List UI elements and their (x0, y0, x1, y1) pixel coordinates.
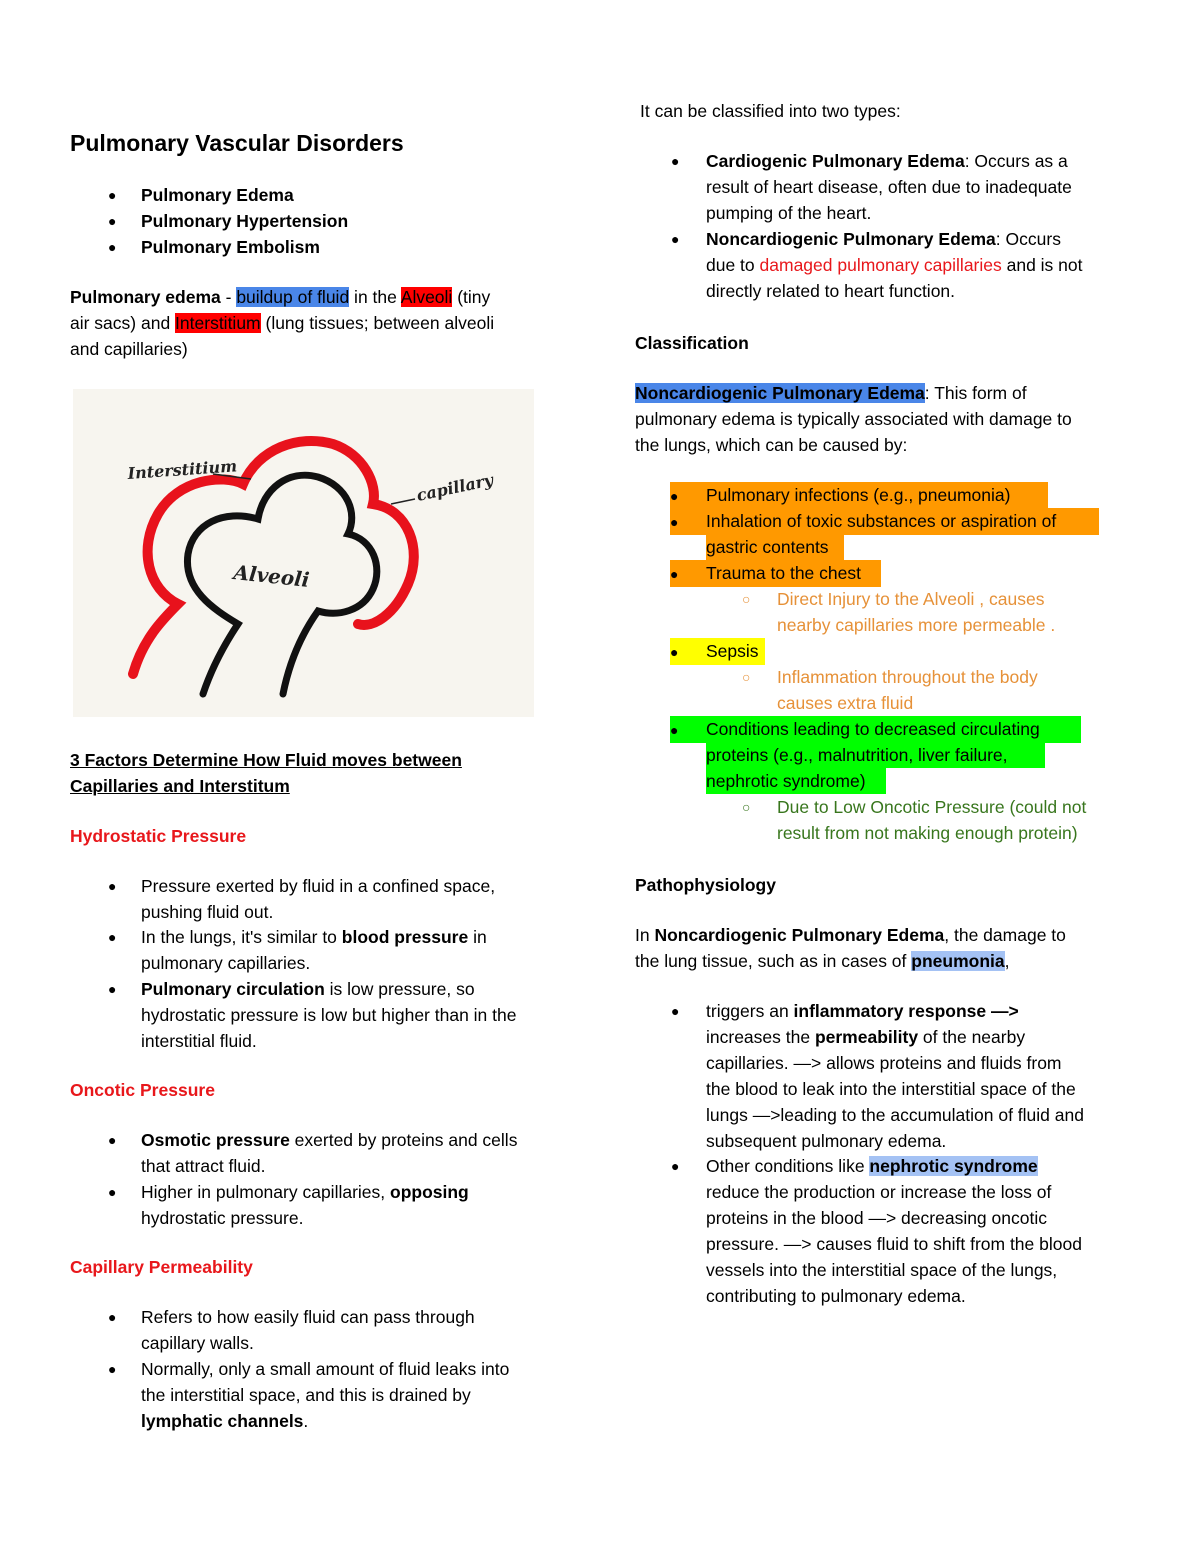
hydrostatic-heading: Hydrostatic Pressure (70, 826, 247, 846)
text: , (1004, 951, 1010, 971)
bullet-icon: ● (670, 488, 679, 504)
classification-heading: Classification (635, 333, 749, 353)
disorder-item: Pulmonary Hypertension (141, 211, 349, 231)
text: Pulmonary infections (e.g., pneumonia) (706, 485, 1011, 505)
text-line (141, 1179, 469, 1205)
diagram-label-alveoli: Alveoli (232, 560, 311, 592)
bullet-icon: ● (671, 153, 680, 169)
bold-term: blood pressure (341, 927, 469, 947)
text: Higher in pulmonary capillaries, (141, 1182, 390, 1202)
text-line: pulmonary edema is typically associated with damage to (635, 409, 1072, 429)
text: : Occurs (995, 229, 1061, 249)
text-line: Due to Low Oncotic Pressure (could not (777, 797, 1087, 817)
text-line: directly related to heart function. (706, 281, 956, 301)
text: and is not (1001, 255, 1083, 275)
text-line (141, 1127, 517, 1153)
highlight-buildup: buildup of fluid (236, 287, 350, 307)
text-line: capillary walls. (141, 1333, 254, 1353)
text-line (706, 1153, 1038, 1179)
bullet-icon: ● (108, 1309, 117, 1325)
text-line: proteins in the blood —> decreasing oncotic (706, 1208, 1047, 1228)
bold-term: permeability (814, 1027, 919, 1047)
diagram-label-capillary: capillary (414, 470, 495, 505)
text-line: the lungs, which can be caused by: (635, 435, 908, 455)
definition-line-2 (70, 310, 494, 336)
text-line: pulmonary capillaries. (141, 953, 311, 973)
text-line (706, 252, 1083, 278)
text-line: result of heart disease, often due to inadequate (706, 177, 1072, 197)
text-line: interstitial fluid. (141, 1031, 257, 1051)
text: Trauma to the chest (706, 563, 861, 583)
text: in (468, 927, 487, 947)
text-line: the blood to leak into the interstitial space of the (706, 1079, 1076, 1099)
hollow-bullet-icon: ○ (742, 799, 751, 815)
cause-item (670, 638, 765, 665)
text: In (635, 925, 655, 945)
bold-term: Cardiogenic Pulmonary Edema (706, 151, 965, 171)
bullet-icon: ● (108, 929, 117, 945)
text-line: Pressure exerted by fluid in a confined space, (141, 876, 496, 896)
text-line: pumping of the heart. (706, 203, 872, 223)
permeability-heading: Capillary Permeability (70, 1257, 253, 1277)
text: . (303, 1411, 309, 1431)
text-line: Inflammation throughout the body (777, 667, 1038, 687)
text: Conditions leading to decreased circulating (706, 719, 1040, 739)
alveoli-diagram (73, 389, 534, 717)
cause-item (670, 482, 1048, 509)
text: is low pressure, so (324, 979, 475, 999)
highlight-term: nephrotic syndrome (869, 1156, 1038, 1176)
text: air sacs) and (70, 313, 176, 333)
text: exerted by proteins and cells (289, 1130, 518, 1150)
text-line (706, 1024, 1025, 1050)
text: in the (349, 287, 401, 307)
bullet-icon: ● (108, 981, 117, 997)
cause-item (670, 560, 881, 587)
red-text: damaged pulmonary capillaries (759, 255, 1002, 275)
text: In the lungs, it's similar to (141, 927, 342, 947)
factors-heading: Capillaries and Interstitum (70, 776, 290, 796)
page-title: Pulmonary Vascular Disorders (70, 130, 404, 156)
text-line (141, 924, 487, 950)
bullet-icon: ● (670, 566, 679, 582)
disorder-item: Pulmonary Edema (141, 185, 294, 205)
bullet-icon: ● (108, 239, 117, 255)
text: due to (706, 255, 760, 275)
text-line: the interstitial space, and this is drained by (141, 1385, 471, 1405)
text-line: lungs —>leading to the accumulation of fluid and (706, 1105, 1084, 1125)
text-line (635, 922, 1066, 948)
pathophysiology-heading: Pathophysiology (635, 875, 776, 895)
text: Sepsis (706, 641, 759, 661)
disorder-item: Pulmonary Embolism (141, 237, 320, 257)
text: triggers an (706, 1001, 794, 1021)
text-line: that attract fluid. (141, 1156, 266, 1176)
hollow-bullet-icon: ○ (742, 591, 751, 607)
text-line: gastric contents (706, 534, 844, 560)
bold-term: Noncardiogenic Pulmonary Edema (706, 229, 996, 249)
text: - (220, 287, 237, 307)
text-line (706, 998, 1019, 1024)
text-line: reduce the production or increase the loss of (706, 1182, 1052, 1202)
oncotic-heading: Oncotic Pressure (70, 1080, 215, 1100)
bold-term: inflammatory response —> (793, 1001, 1019, 1021)
highlight-alveoli: Alveoli (400, 287, 453, 307)
alveoli-diagram-svg (73, 389, 534, 717)
bullet-icon: ● (108, 1132, 117, 1148)
bullet-icon: ● (671, 1158, 680, 1174)
text-line (706, 226, 1061, 252)
text: the lung tissue, such as in cases of (635, 951, 912, 971)
text-line: Normally, only a small amount of fluid leaks into (141, 1359, 510, 1379)
text: increases the (706, 1027, 815, 1047)
cause-item (670, 508, 1099, 535)
bold-term: Osmotic pressure (141, 1130, 290, 1150)
highlight-term: pneumonia (911, 951, 1005, 971)
bullet-icon: ● (108, 878, 117, 894)
bullet-icon: ● (108, 187, 117, 203)
text-line: nephrotic syndrome) (706, 768, 886, 794)
highlight-interstitium: Interstitium (175, 313, 261, 333)
bullet-icon: ● (108, 1184, 117, 1200)
text-line (635, 380, 1027, 406)
hollow-bullet-icon: ○ (742, 669, 751, 685)
text-line: proteins (e.g., malnutrition, liver failure, (706, 742, 1045, 768)
text: (lung tissues; between alveoli (260, 313, 495, 333)
text-line: hydrostatic pressure is low but higher than in the (141, 1005, 517, 1025)
bullet-icon: ● (671, 1003, 680, 1019)
bold-term: Noncardiogenic Pulmonary Edema (654, 925, 945, 945)
text: Inhalation of toxic substances or aspiration of (706, 511, 1057, 531)
text: , the damage to (944, 925, 1066, 945)
text: : Occurs as a (964, 151, 1068, 171)
text-line: nearby capillaries more permeable . (777, 615, 1056, 635)
text-line: result from not making enough protein) (777, 823, 1078, 843)
text-line: Refers to how easily fluid can pass through (141, 1307, 475, 1327)
definition-line-3: and capillaries) (70, 339, 188, 359)
text-line: pushing fluid out. (141, 902, 274, 922)
intro-text: It can be classified into two types: (640, 101, 901, 121)
definition-line-1 (70, 284, 490, 310)
bullet-icon: ● (670, 644, 679, 660)
text: (tiny (452, 287, 491, 307)
text: Other conditions like (706, 1156, 870, 1176)
bullet-icon: ● (671, 231, 680, 247)
highlight-term: Noncardiogenic Pulmonary Edema (635, 383, 925, 403)
bullet-icon: ● (670, 722, 679, 738)
text-line (706, 148, 1068, 174)
text-line: capillaries. —> allows proteins and fluids from (706, 1053, 1062, 1073)
diagram-label-interstitium: Interstitium (126, 456, 238, 483)
text-line: subsequent pulmonary edema. (706, 1131, 947, 1151)
bold-term: opposing (390, 1182, 469, 1202)
text-line: hydrostatic pressure. (141, 1208, 304, 1228)
text-line: causes extra fluid (777, 693, 914, 713)
bold-term: lymphatic channels (141, 1411, 304, 1431)
text-line (635, 948, 1010, 974)
text: of the nearby (918, 1027, 1026, 1047)
bold-term: Pulmonary circulation (141, 979, 325, 999)
factors-heading: 3 Factors Determine How Fluid moves between (70, 750, 462, 770)
bullet-icon: ● (108, 1361, 117, 1377)
text-line: pressure. —> causes fluid to shift from the blood (706, 1234, 1082, 1254)
text-line: Direct Injury to the Alveoli , causes (777, 589, 1045, 609)
capillary-pointer (391, 499, 415, 504)
text-line (141, 1408, 308, 1434)
bullet-icon: ● (670, 514, 679, 530)
cause-item (670, 716, 1081, 743)
text-line: contributing to pulmonary edema. (706, 1286, 966, 1306)
text: : This form of (924, 383, 1027, 403)
definition-term: Pulmonary edema (70, 287, 221, 307)
bullet-icon: ● (108, 213, 117, 229)
text-line (141, 976, 475, 1002)
text-line: vessels into the interstitial space of the lungs, (706, 1260, 1058, 1280)
